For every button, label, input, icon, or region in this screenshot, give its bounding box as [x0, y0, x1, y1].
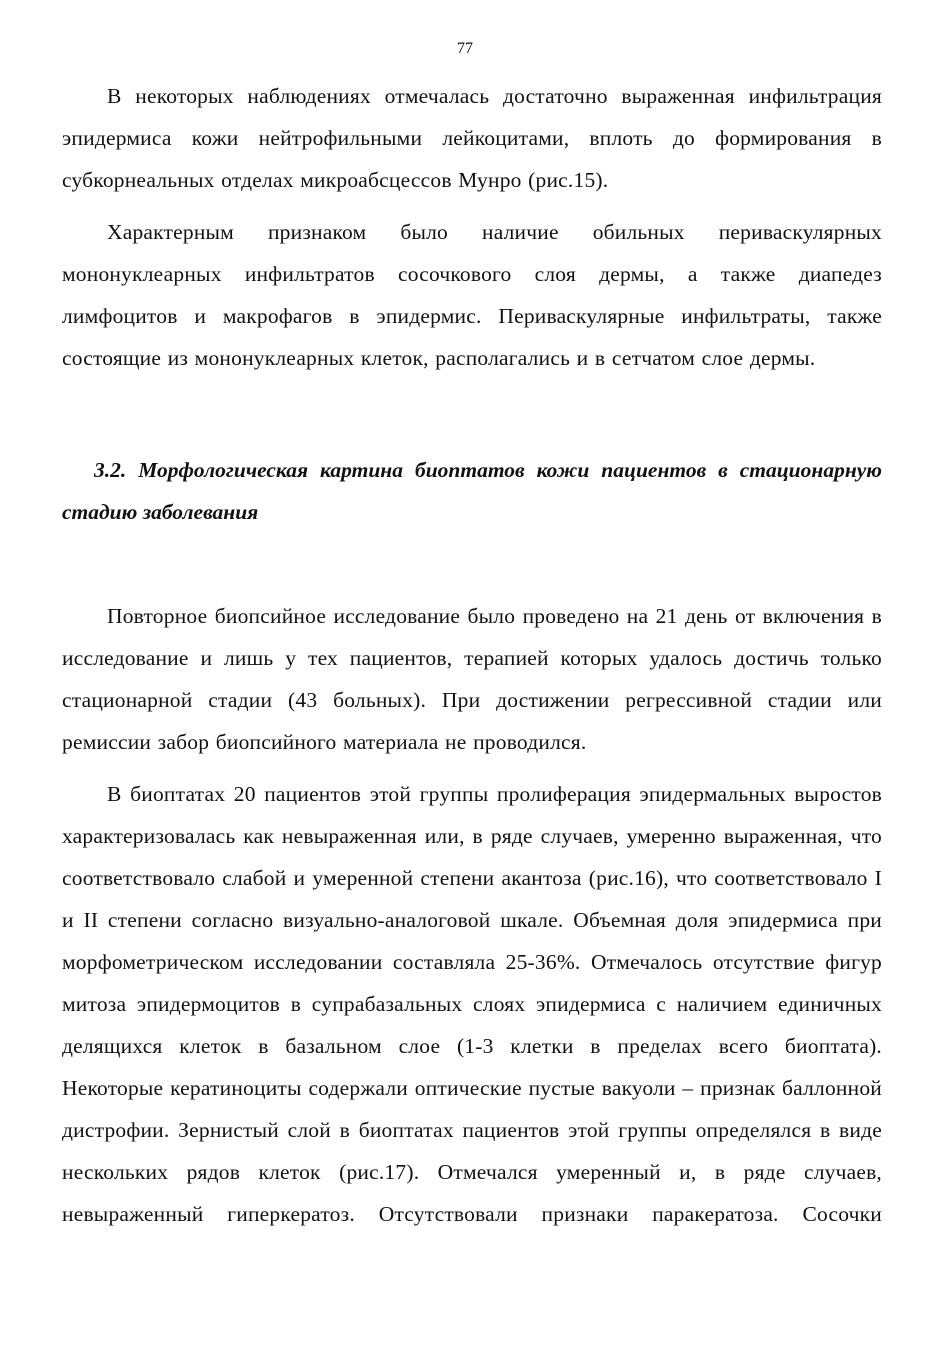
section-heading — [62, 449, 882, 533]
document-body — [62, 75, 882, 1235]
section-number: 3.2. — [94, 458, 127, 482]
paragraph-perivascular-infiltrates: Характерным признаком было наличие обильных периваскулярных мононуклеарных инфильтратов сосочкового слоя дермы, а также диапедез лимфоцитов и макрофагов в эпидермис. Периваскулярные инфильтраты, также состоящие из мононуклеарных клеток, располагались и в сетчатом слое дермы. — [62, 220, 882, 370]
paragraph-munro-microabscesses: В некоторых наблюдениях отмечалась достаточно выраженная инфильтрация эпидермиса кожи нейтрофильными лейкоцитами, вплоть до формирования в субкорнеальных отделах микроабсцессов Мунро (рис.15). — [62, 84, 882, 192]
paragraph-biopsy-findings: В биоптатах 20 пациентов этой группы пролиферация эпидермальных выростов характеризовалась как невыраженная или, в ряде случаев, умеренно выраженная, что соответствовало слабой и умеренной степени акантоза (рис.16), что соответствовало I и II степени согласно визуально-аналоговой шкале. Объемная доля эпидермиса при морфометрическом исследовании составляла 25-36%. Отмечалось отсутствие фигур митоза эпидермоцитов в супрабазальных слоях эпидермиса с наличием единичных делящихся клеток в базальном слое (1-3 клетки в пределах всего биоптата). Некоторые кератиноциты содержали оптические пустые вакуоли – признак баллонной дистрофии. Зернистый слой в биоптатах пациентов этой группы определялся в виде нескольких рядов клеток (рис.17). Отмечался умеренный и, в ряде случаев, невыраженный гиперкератоз. Отсутствовали признаки паракератоза. Сосочки — [62, 782, 882, 1226]
section-title: Морфологическая картина биоптатов кожи пациентов в стационарную стадию заболевания — [62, 458, 882, 524]
page-number: 77 — [457, 40, 473, 57]
paragraph-repeat-biopsy: Повторное биопсийное исследование было проведено на 21 день от включения в исследование и лишь у тех пациентов, терапией которых удалось достичь только стационарной стадии (43 больных). При достижении регрессивной стадии или ремиссии забор биопсийного материала не проводился. — [62, 604, 882, 754]
